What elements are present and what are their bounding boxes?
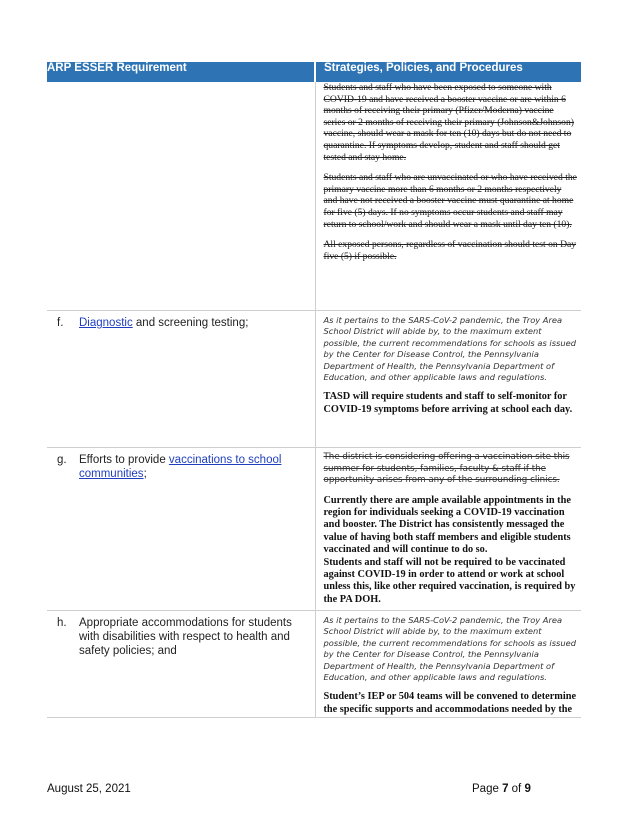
requirement-cell-g xyxy=(47,448,315,611)
cdc-compliance-statement: As it pertains to the SARS-CoV-2 pandemic, the Troy Area School District will abide by, to the maximum extent possible, the current recommendations for schools as issued by the Center for Disease Control, the Pennsylvania Department of Health, the Pennsylvania Department of Education, and other applicable laws and regulations. xyxy=(323,315,577,383)
table-row-continued xyxy=(47,82,581,311)
strategy-cell-continued xyxy=(315,82,581,311)
requirement-text: Efforts to provide xyxy=(79,454,169,466)
page-total: 9 xyxy=(524,783,531,795)
footer-page-number xyxy=(472,783,531,795)
footer-date: August 25, 2021 xyxy=(47,783,131,795)
requirement-cell-f xyxy=(47,311,315,448)
diagnostic-link[interactable]: Diagnostic xyxy=(79,317,133,329)
item-letter: h. xyxy=(57,617,67,629)
table-row-f xyxy=(47,311,581,448)
item-letter: g. xyxy=(57,454,67,466)
requirement-cell-h xyxy=(47,611,315,718)
exposed-unvaccinated-paragraph: Students and staff who are unvaccinated or who have received the primary vaccine more than 6 months or 2 months respectively and have not received a booster vaccine must quarantine at home for five (5) days. If no symptoms occur students and staff may return to school/work and should wear a mask until day ten (10). xyxy=(323,172,577,230)
requirement-cell-empty xyxy=(47,82,315,311)
self-monitor-statement: TASD will require students and staff to self-monitor for COVID-19 symptoms before arriving at school each day. xyxy=(323,391,573,415)
requirement-text: and screening testing; xyxy=(132,317,249,329)
requirement-text: Appropriate accommodations for students with disabilities with respect to health and safety policies; and xyxy=(79,617,292,657)
page-prefix: Page xyxy=(472,783,503,795)
header-requirement: ARP ESSER Requirement xyxy=(47,62,315,82)
vaccination-site-struck-text: The district is considering offering a vaccination site this summer for students, families, faculty & staff if the opportunity arises from any of the surrounding clinics. xyxy=(323,452,570,485)
requirements-table xyxy=(47,62,581,718)
table-row-g xyxy=(47,448,581,611)
exposed-vaccinated-paragraph: Students and staff who have been exposed to someone with COVID-19 and have received a booster vaccine or are within 6 months of receiving their primary (Pfizer/Moderna) vaccine series or 2 months of receiving their primary (Johnson&Johnson) vaccine, should wear a mask for ten (10) days but do not need to quarantine. If symptoms develop, student and staff should get tested and stay home. xyxy=(323,82,574,163)
table-header-row xyxy=(47,62,581,82)
table-row-h xyxy=(47,611,581,718)
vaccinations-link[interactable]: vaccinations to school communities xyxy=(79,454,282,480)
vaccination-requirement-statement: Students and staff will not be required to be vaccinated against COVID-19 in order to attend or work at school unless this, like other required vaccination, is required by the PA DOH. xyxy=(323,556,576,605)
requirement-text-end: ; xyxy=(143,468,147,480)
strategy-cell-f xyxy=(315,311,581,448)
exposed-testing-paragraph: All exposed persons, regardless of vaccination should test on Day five (5) if possible. xyxy=(323,239,577,262)
page-mid: of xyxy=(508,783,525,795)
item-letter: f. xyxy=(57,317,64,329)
strategy-cell-g xyxy=(315,448,581,611)
cdc-compliance-statement: As it pertains to the SARS-CoV-2 pandemic, the Troy Area School District will abide by, to the maximum extent possible, the current recommendations for schools as issued by the Center for Disease Control, the Pennsylvania Department of Health, the Pennsylvania Department of Education, and other applicable laws and regulations. xyxy=(323,615,577,683)
vaccination-availability-statement: Currently there are ample available appointments in the region for individuals seeking a COVID-19 vaccination and booster. The District has consistently messaged the value of having both staff members and eligible students vaccinated and will continue to do so. xyxy=(323,494,571,556)
header-strategies: Strategies, Policies, and Procedures xyxy=(315,62,581,82)
iep-504-statement: Student’s IEP or 504 teams will be convened to determine the specific supports and accommodations needed by the xyxy=(323,691,577,715)
strategy-cell-h xyxy=(315,611,581,718)
page-current: 7 xyxy=(502,783,509,795)
